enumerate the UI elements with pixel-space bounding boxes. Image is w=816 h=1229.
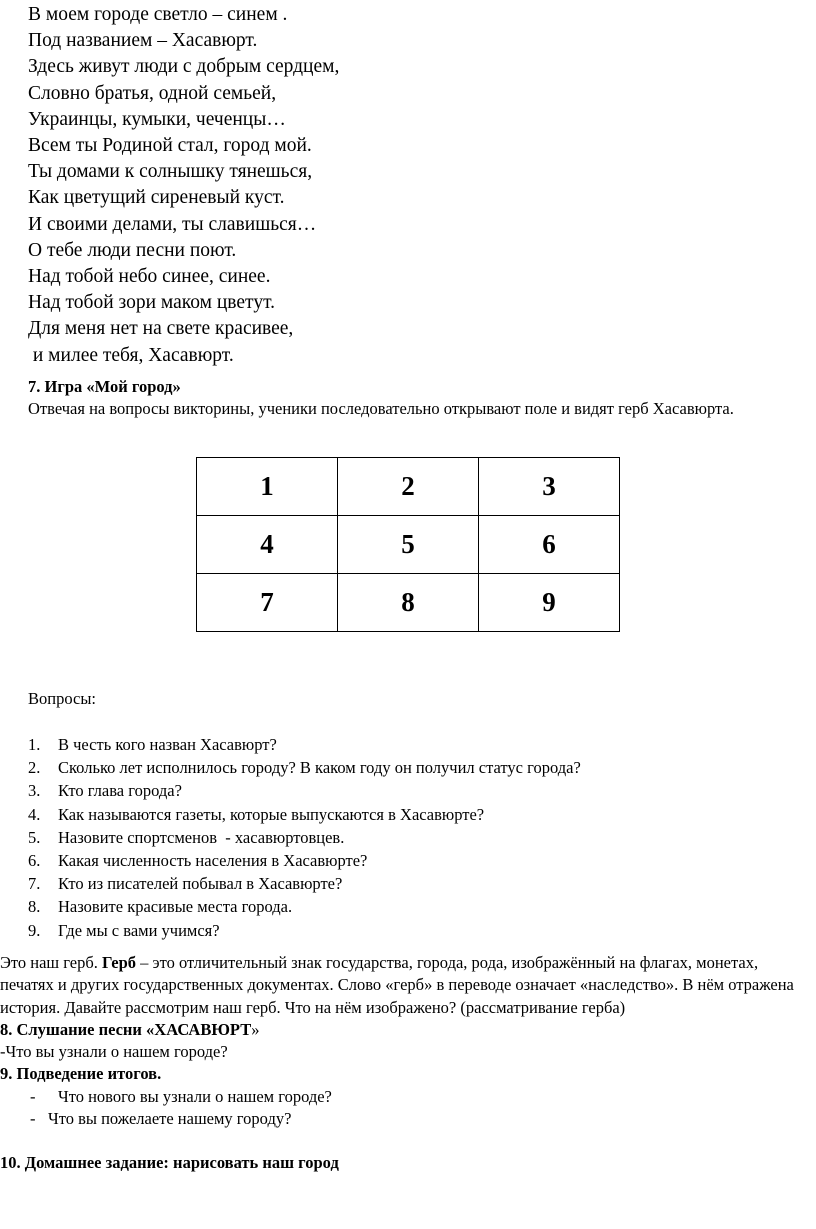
item-text: В честь кого назван Хасавюрт? xyxy=(58,735,277,754)
poem-line: И своими делами, ты славишься… xyxy=(28,213,317,235)
list-item xyxy=(28,872,581,895)
grid-cell[interactable]: 4 xyxy=(197,516,338,574)
dash-marker: - xyxy=(30,1086,36,1106)
poem-line: Здесь живут люди с добрым сердцем, xyxy=(28,56,340,78)
item-number: 2. xyxy=(28,758,41,778)
item-text: Кто из писателей побывал в Хасавюрте? xyxy=(58,874,343,894)
section-10-heading: 10. Домашнее задание: нарисовать наш город xyxy=(0,1153,339,1173)
grid-cell[interactable]: 2 xyxy=(338,458,479,516)
item-number: 8. xyxy=(28,897,41,917)
list-item xyxy=(0,1086,812,1108)
item-text: Как называются газеты, которые выпускаются в Хасавюрте? xyxy=(58,804,485,824)
list-item xyxy=(28,849,581,872)
item-text: Что нового вы узнали о нашем городе? xyxy=(58,1086,332,1106)
poem-line: Над тобой небо синее, синее. xyxy=(28,266,271,288)
item-number: 7. xyxy=(28,874,41,894)
poem-line: Под названием – Хасавюрт. xyxy=(28,30,258,52)
grid-cell[interactable]: 7 xyxy=(197,574,338,632)
poem-line: Ты домами к солнышку тянешься, xyxy=(28,161,313,183)
item-text: Кто глава города? xyxy=(58,781,182,801)
poem-line: Как цветущий сиреневый куст. xyxy=(28,187,285,209)
poem-line: и милее тебя, Хасавюрт. xyxy=(28,344,234,366)
item-text: Назовите красивые места города. xyxy=(58,897,293,917)
grid-cell[interactable]: 6 xyxy=(479,516,620,574)
list-item xyxy=(28,919,581,942)
gerb-term: Герб xyxy=(102,953,137,972)
section-7 xyxy=(28,376,788,420)
poem-line: Над тобой зори маком цветут. xyxy=(28,292,275,314)
item-text: Какая численность населения в Хасавюрте? xyxy=(58,851,368,871)
grid-cell[interactable]: 8 xyxy=(338,574,479,632)
questions-list xyxy=(28,733,581,942)
item-text: Где мы с вами учимся? xyxy=(58,920,220,940)
item-number: 6. xyxy=(28,851,41,871)
poem-line: В моем городе светло – синем . xyxy=(28,4,288,25)
item-text: Назовите спортсменов - хасавюртовцев. xyxy=(58,827,345,847)
section-8-line: -Что вы узнали о нашем городе? xyxy=(0,1042,228,1062)
list-item xyxy=(28,779,581,802)
grid-cell[interactable]: 5 xyxy=(338,516,479,574)
list-item xyxy=(28,803,581,826)
game-grid xyxy=(196,457,620,632)
section-7-heading: 7. Игра «Мой город» xyxy=(28,377,181,396)
gerb-text: – это отличительный знак государства, города, рода, изображённый на флагах, монетах, печатях и других государственных документах. Слово «герб» в переводе означает «наследство». В нём отражена история. Давайте рассмотрим наш герб. Что на нём изображено? (рассматривание герба) xyxy=(0,953,794,1017)
item-number: 4. xyxy=(28,804,41,824)
gerb-intro: Это наш герб. xyxy=(0,953,103,972)
section-7-text: Отвечая на вопросы викторины, ученики последовательно открывают поле и видят герб Хасавюрта. xyxy=(28,399,734,418)
list-item xyxy=(0,1108,812,1130)
item-number: 3. xyxy=(28,781,41,801)
list-item xyxy=(28,733,581,756)
item-text: Что вы пожелаете нашему городу? xyxy=(48,1109,292,1129)
list-item xyxy=(28,756,581,779)
closing-section xyxy=(0,952,812,1175)
poem xyxy=(28,2,339,369)
dash-marker: - xyxy=(30,1109,36,1129)
section-8-heading xyxy=(0,1019,812,1041)
section-8-title: 8. Слушание песни «ХАСАВЮРТ xyxy=(0,1019,252,1039)
section-8-title-end: » xyxy=(251,1019,260,1039)
item-number: 1. xyxy=(28,735,41,754)
questions-title: Вопросы: xyxy=(28,689,96,708)
item-number: 9. xyxy=(28,920,41,940)
grid-cell[interactable]: 9 xyxy=(479,574,620,632)
item-text: Сколько лет исполнилось городу? В каком году он получил статус города? xyxy=(58,758,581,778)
item-number: 5. xyxy=(28,827,41,847)
poem-line: Всем ты Родиной стал, город мой. xyxy=(28,135,312,157)
section-9-heading: 9. Подведение итогов. xyxy=(0,1064,162,1084)
poem-line: Для меня нет на свете красивее, xyxy=(28,318,294,340)
grid-cell[interactable]: 3 xyxy=(479,458,620,516)
poem-line: О тебе люди песни поют. xyxy=(28,239,237,261)
poem-line: Украинцы, кумыки, чеченцы… xyxy=(28,108,286,130)
poem-line: Словно братья, одной семьей, xyxy=(28,82,277,104)
list-item xyxy=(28,826,581,849)
list-item xyxy=(28,895,581,918)
gerb-paragraph xyxy=(0,952,812,1019)
grid-cell[interactable]: 1 xyxy=(197,458,338,516)
